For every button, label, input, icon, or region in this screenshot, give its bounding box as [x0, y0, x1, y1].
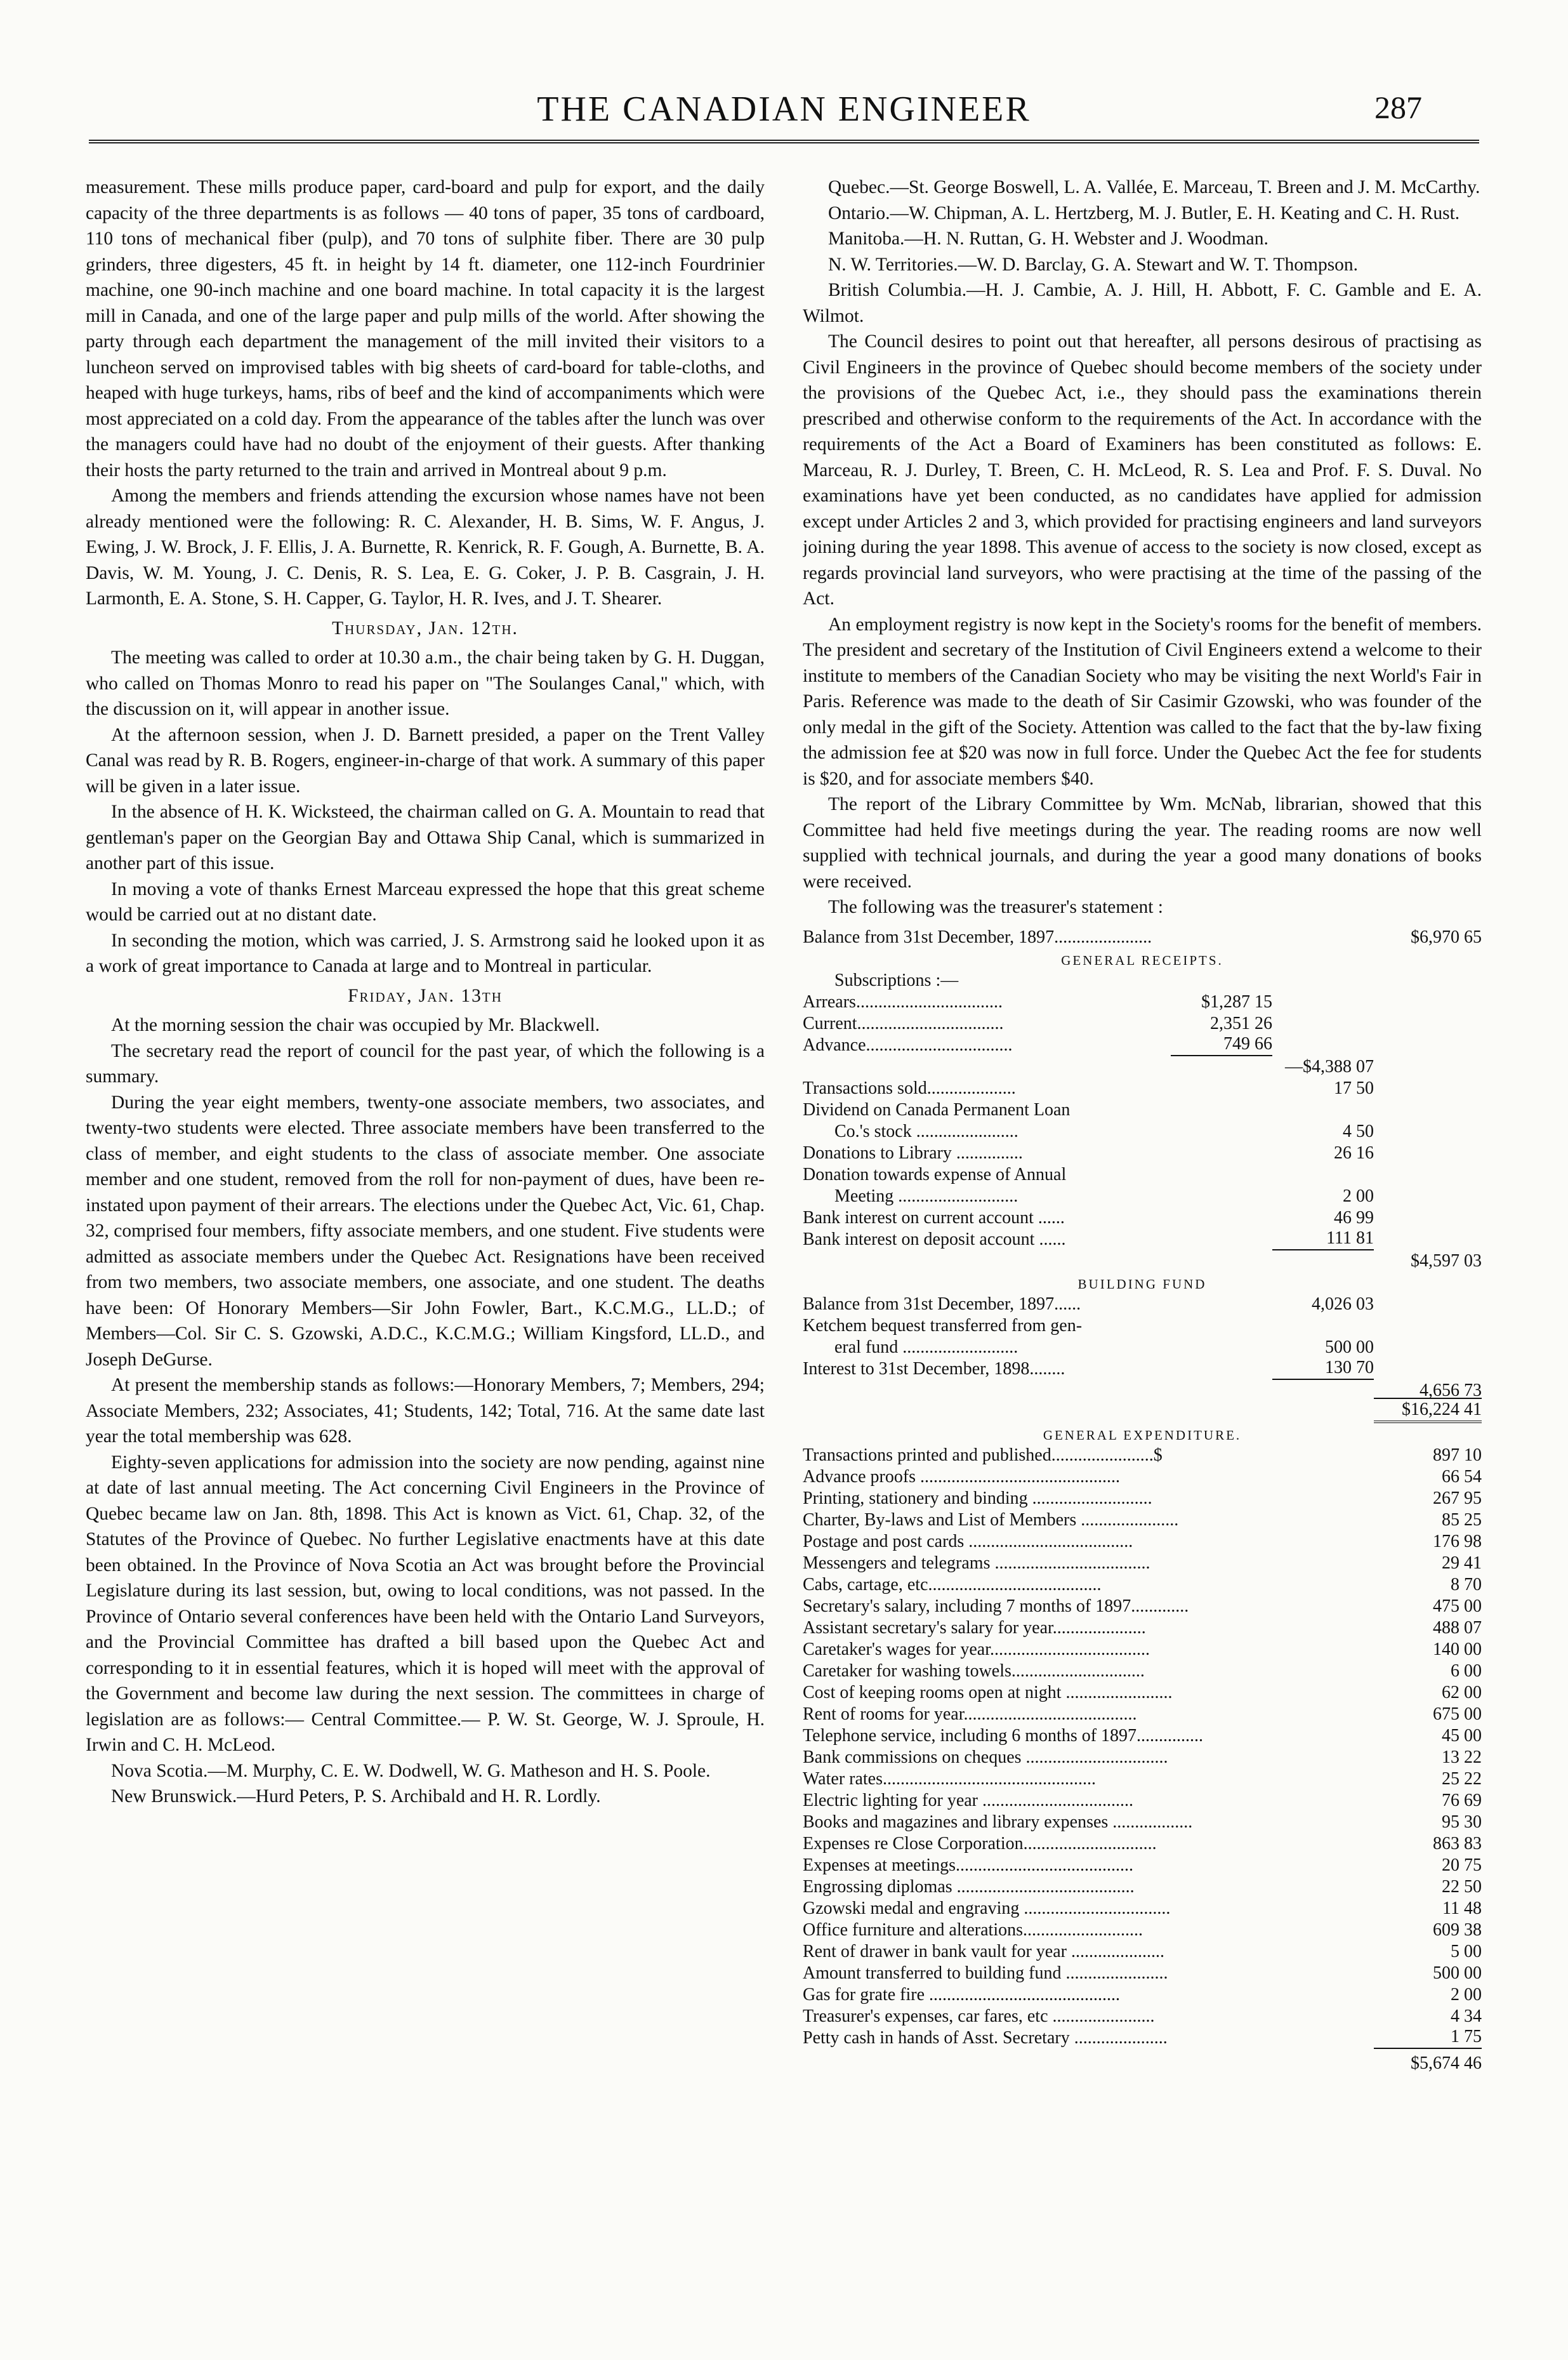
paragraph: At the morning session the chair was occupied by Mr. Blackwell. [111, 1015, 600, 1035]
ledger-amount: 749 66 [1171, 1033, 1272, 1056]
paragraph: In the absence of H. K. Wicksteed, the chairman called on G. A. Mountain to read that gentleman's paper on the Georgian Bay and Ottawa Ship Canal, which is summarized in another part of this issue. [86, 802, 765, 873]
paragraph: An employment registry is now kept in the Society's rooms for the benefit of members. The president and secretary of the Institution of Civil Engineers extend a welcome to their institute to members of the Canadian Society who may be visiting the next World's Fair in Paris. Reference was made to the death of Sir Casimir Gzowski, who was founder of the only medal in the gift of the Society. Attention was called to the fact that the by-law fixing the admission fee at $20 was now in full force. Under the Quebec Act the fee for students is $20, and for associate members $40. [803, 614, 1482, 789]
paragraph: Nova Scotia.—M. Murphy, C. E. W. Dodwell, W. G. Matheson and H. S. Poole. [111, 1760, 711, 1781]
ledger-label: Telephone service, including 6 months of 1897............... [803, 1725, 1204, 1746]
ledger-row [803, 1143, 1482, 1164]
ledger-row [803, 1833, 1482, 1855]
ledger-label: Printing, stationery and binding ........................... [803, 1488, 1152, 1508]
paragraph: Eighty-seven applications for admission into the society are now pending, against nine at date of last annual meeting. The Act concerning Civil Engineers in the Province of Quebec became law on Jan. 8th, 1898. This Act is known as Vict. 61, Chap. 32, of the Statutes of the Province of Quebec. No further Legislative enactments have at this date been obtained. In the Province of Nova Scotia an Act was brought before the Provincial Legislature during its last session, but, owing to local conditions, was not passed. In the Province of Ontario several conferences have been held with the Ontario Land Surveyors, and the Provincial Committee has drafted a bill based upon the Quebec Act and corresponding to it in essential features, which it is hoped will meet with the approval of the Government and become law during the next session. The committees in charge of legislation are as follows:— Central Committee.— P. W. St. George, W. J. Sproule, H. Irwin and C. H. McLeod. [86, 1452, 765, 1755]
paragraph: The report of the Library Committee by Wm. McNab, librarian, showed that this Committee had held five meetings during the year. The reading rooms are now well supplied with technical journals, and during the year a good many donations of books were received. [803, 794, 1482, 892]
paragraph: At present the membership stands as follows:—Honorary Members, 7; Members, 294; Associate Members, 232; Associates, 41; Students, 142; Total, 716. At the same date last year the total membership was 628. [86, 1375, 765, 1447]
paragraph: The Council desires to point out that hereafter, all persons desirous of practising as Civil Engineers in the province of Quebec should become members of the society under the provisions of the Quebec Act, i.e., they should pass the examinations therein prescribed and otherwise conform to the requirements of the Act. In accordance with the requirements of the Act a Board of Examiners has been constituted as follows: E. Marceau, R. J. Durley, T. Breen, C. H. McLeod, R. S. Lea and Prof. F. S. Duval. No examinations have yet been conducted, as no candidates have applied for admission except under Articles 2 and 3, which provided for practising engineers and land surveyors joining during the year 1898. This avenue of access to the society is now closed, except as regards provincial land surveyors, who were practising at the time of the passing of the Act. [803, 331, 1482, 609]
ledger-amount: 500 00 [1433, 1963, 1482, 1983]
ledger-row [803, 1056, 1482, 1078]
paragraph: In moving a vote of thanks Ernest Marceau expressed the hope that this great scheme would be carried out at no distant date. [86, 878, 765, 925]
paragraph: Among the members and friends attending the excursion whose names have not been already mentioned were the following: R. C. Alexander, H. B. Sims, W. F. Angus, J. Ewing, J. W. Brock, J. F. Ellis, J. A. Burnette, R. Kenrick, R. F. Gough, A. Burnette, B. A. Davis, W. M. Young, J. C. Denis, R. S. Lea, E. G. Coker, J. P. B. Casgrain, J. H. Larmonth, E. A. Stone, S. H. Capper, G. Taylor, H. R. Ives, and J. T. Shearer. [86, 486, 765, 609]
ledger-row [803, 1186, 1482, 1207]
ledger-amount: 26 16 [1334, 1143, 1374, 1163]
ledger-label: Bank interest on deposit account ...... [803, 1229, 1066, 1249]
ledger-label: Transactions printed and published.......................$ [803, 1445, 1163, 1465]
ledger-amount: 25 22 [1442, 1768, 1482, 1789]
ledger-label: Expenses re Close Corporation.............................. [803, 1833, 1157, 1853]
ledger-amount: 85 25 [1442, 1509, 1482, 1530]
ledger-label: Arrears................................. [803, 991, 1003, 1012]
ledger-row [803, 970, 1482, 991]
ledger-row [803, 1553, 1482, 1574]
ledger-row [803, 1790, 1482, 1812]
ledger-amount: 111 81 [1272, 1228, 1374, 1250]
expenditure-heading: GENERAL EXPENDITURE. [1043, 1427, 1242, 1443]
ledger-row [803, 1509, 1482, 1531]
paragraph: The meeting was called to order at 10.30 a.m., the chair being taken by G. H. Duggan, who called on Thomas Monro to read his paper on "The Soulanges Canal," which, with the discussion on it, will appear in another issue. [86, 647, 765, 719]
ledger-label: Advance proofs ............................................. [803, 1466, 1121, 1487]
building-fund-heading: BUILDING FUND [1077, 1276, 1207, 1292]
ledger-amount: 6 00 [1451, 1661, 1482, 1681]
ledger-amount: 76 69 [1442, 1790, 1482, 1810]
ledger-row [803, 1078, 1482, 1099]
receipts-list [803, 1078, 1482, 1250]
paragraph: measurement. These mills produce paper, card-board and pulp for export, and the daily capacity of the three departments is as follows — 40 tons of paper, 35 tons of cardboard, 110 tons of mechanical fiber (pulp), and 70 tons of sulphite fiber. There are 30 pulp grinders, three digesters, 45 ft. in height by 14 ft. diameter, one 112-inch Fourdrinier machine, one 90-inch machine and one board machine. In total capacity it is the largest mill in Canada, and one of the large paper and pulp mills of the world. After showing the party through each department the management of the mill invited their visitors to a luncheon served on improvised tables with big sheets of card-board for table-cloths, and heaped with huge turkeys, hams, ribs of beef and the kind of accompaniments which were most appreciated on a cold day. From the appearance of the tables after the lunch was over the managers could have had no doubt of the enjoyment of their guests. After thanking their hosts the party returned to the train and arrived in Montreal about 9 p.m. [86, 177, 765, 481]
ledger-row [803, 1725, 1482, 1747]
receipts-total: $4,597 03 [1411, 1250, 1482, 1271]
ledger-amount: 4 50 [1343, 1121, 1374, 1141]
ledger-label: Expenses at meetings........................................ [803, 1855, 1134, 1875]
ledger-row [803, 1399, 1482, 1423]
ledger-amount: 95 30 [1442, 1812, 1482, 1832]
ledger-label: Ketchem bequest transferred from gen- [803, 1315, 1083, 1336]
ledger-row [803, 1682, 1482, 1704]
ledger-row [803, 1855, 1482, 1876]
ledger-label: Postage and post cards ..................................... [803, 1531, 1133, 1551]
page-header [0, 76, 1568, 146]
ledger-row [803, 1445, 1482, 1466]
paragraph: In seconding the motion, which was carried, J. S. Armstrong said he looked upon it as a work of great importance to Canada at large and to Montreal in particular. [86, 930, 765, 976]
ledger-label: Electric lighting for year .................................. [803, 1790, 1133, 1810]
ledger-label: Transactions sold.................... [803, 1078, 1016, 1098]
paragraph: Ontario.—W. Chipman, A. L. Hertzberg, M. J. Butler, E. H. Keating and C. H. Rust. [828, 202, 1460, 223]
ledger-label: Gas for grate fire ........................................... [803, 1984, 1121, 2005]
ledger-label: Charter, By-laws and List of Members ...................... [803, 1509, 1179, 1530]
ledger-row [803, 1898, 1482, 1919]
ledger-row [803, 2053, 1482, 2074]
ledger-label: Books and magazines and library expenses .................. [803, 1812, 1193, 1832]
ledger-amount: 140 00 [1433, 1639, 1482, 1659]
ledger-row [803, 1963, 1482, 1984]
ledger-row [803, 1099, 1482, 1121]
grand-total: $16,224 41 [1374, 1398, 1482, 1423]
ledger-row [803, 1661, 1482, 1682]
ledger-row [803, 1488, 1482, 1509]
ledger-label: Bank commissions on cheques ................................ [803, 1747, 1168, 1767]
ledger-label: Subscriptions :— [834, 970, 959, 990]
ledger-row [803, 1941, 1482, 1963]
ledger-row [803, 1747, 1482, 1768]
ledger-label: Donations to Library ............... [803, 1143, 1023, 1163]
right-column [803, 175, 1482, 2333]
ledger-label: Dividend on Canada Permanent Loan [803, 1099, 1071, 1120]
ledger-row [803, 1358, 1482, 1380]
ledger-row [803, 1812, 1482, 1833]
ledger-amount: 176 98 [1433, 1531, 1482, 1551]
ledger-amount: 46 99 [1334, 1207, 1374, 1228]
ledger-amount: 8 70 [1451, 1574, 1482, 1594]
header-rule [89, 140, 1479, 143]
ledger-amount: 4,026 03 [1312, 1294, 1374, 1314]
left-column [86, 175, 765, 2333]
ledger-row [803, 1250, 1482, 1272]
ledger-row [803, 1768, 1482, 1790]
ledger-label: Gzowski medal and engraving ................................. [803, 1898, 1171, 1918]
paragraph: Quebec.—St. George Boswell, L. A. Vallée, E. Marceau, T. Breen and J. M. McCarthy. [828, 177, 1480, 197]
ledger-row [803, 1207, 1482, 1229]
ledger-row [803, 1876, 1482, 1898]
ledger-row [803, 1919, 1482, 1941]
ledger-label: Interest to 31st December, 1898........ [803, 1358, 1065, 1379]
page-number: 287 [1374, 89, 1422, 125]
ledger-amount: 475 00 [1433, 1596, 1482, 1616]
ledger-label: Bank interest on current account ...... [803, 1207, 1065, 1228]
ledger-label: Cost of keeping rooms open at night ........................ [803, 1682, 1173, 1702]
ledger-amount: $1,287 15 [1201, 991, 1272, 1012]
ledger-row [803, 2006, 1482, 2027]
ledger-amount: 2 00 [1343, 1186, 1374, 1206]
ledger-amount: 267 95 [1433, 1488, 1482, 1508]
ledger-row [803, 1466, 1482, 1488]
ledger-row [803, 1229, 1482, 1250]
treasurers-statement [803, 927, 1482, 2074]
ledger-row [803, 1035, 1482, 1056]
ledger-row [803, 991, 1482, 1013]
ledger-row [803, 1596, 1482, 1617]
ledger-label: Office furniture and alterations........................... [803, 1919, 1143, 1940]
ledger-label: Co.'s stock ....................... [834, 1121, 1018, 1141]
ledger-amount: $6,970 65 [1411, 927, 1482, 947]
ledger-label: Caretaker's wages for year.................................... [803, 1639, 1150, 1659]
receipts-heading: GENERAL RECEIPTS. [1061, 952, 1223, 968]
ledger-label: Advance................................. [803, 1035, 1013, 1055]
ledger-label: Assistant secretary's salary for year..................... [803, 1617, 1146, 1638]
ledger-row [803, 1337, 1482, 1358]
ledger-label: Rent of rooms for year....................................... [803, 1704, 1137, 1724]
subscriptions-total: —$4,388 07 [1285, 1056, 1374, 1077]
ledger-label: Meeting ........................... [834, 1186, 1018, 1206]
subscriptions-list [803, 991, 1482, 1056]
ledger-amount: 130 70 [1272, 1357, 1374, 1380]
ledger-amount: 2 00 [1451, 1984, 1482, 2005]
section-heading: Thursday, Jan. 12th. [332, 618, 518, 639]
ledger-amount: 29 41 [1442, 1553, 1482, 1573]
ledger-label: Balance from 31st December, 1897...... [803, 1294, 1081, 1314]
ledger-row [803, 927, 1482, 948]
expenditure-total: $5,674 46 [1411, 2053, 1482, 2073]
ledger-amount: 500 00 [1325, 1337, 1374, 1357]
right-column-text [803, 175, 1482, 920]
paragraph: The following was the treasurer's statement : [828, 897, 1163, 917]
ledger-row [803, 1984, 1482, 2006]
building-fund-total: 4,656 73 [1420, 1380, 1482, 1400]
ledger-label: Current................................. [803, 1013, 1004, 1033]
paragraph: During the year eight members, twenty-one associate members, two associates, and twenty-two students were elected. Three associate members have been transferred to the class of member, and eight students to the class of associate member. One associate member and one student, removed from the roll for non-payment of dues, have been re-instated upon payment of their arrears. The elections under the Quebec Act, Vic. 61, Chap. 32, comprised four members, fifty associate members, and one student. Five students were admitted as associate members under the Quebec Act. Resignations have been received from two members, two associate members, one associate, and one student. The deaths have been: Of Honorary Members—Sir John Fowler, Bart., K.C.M.G., LL.D.; of Members—Col. Sir C. S. Gzowski, A.D.C., K.C.M.G.; William Kingsford, LL.D., and Joseph DeGurse. [86, 1092, 765, 1370]
ledger-row [803, 1013, 1482, 1035]
ledger-amount: 66 54 [1442, 1466, 1482, 1487]
ledger-row [803, 1121, 1482, 1143]
ledger-label: Messengers and telegrams ................................... [803, 1553, 1150, 1573]
ledger-amount: 4 34 [1451, 2006, 1482, 2026]
paragraph: At the afternoon session, when J. D. Barnett presided, a paper on the Trent Valley Canal was read by R. B. Rogers, engineer-in-charge of that work. A summary of this paper will be given in a later issue. [86, 724, 765, 797]
ledger-row [803, 2027, 1482, 2049]
building-fund-list [803, 1294, 1482, 1380]
ledger-row [803, 1294, 1482, 1315]
ledger-label: Amount transferred to building fund ....................... [803, 1963, 1168, 1983]
ledger-row [803, 1531, 1482, 1553]
ledger-row [803, 1704, 1482, 1725]
ledger-amount: 62 00 [1442, 1682, 1482, 1702]
paragraph: British Columbia.—H. J. Cambie, A. J. Hill, H. Abbott, F. C. Gamble and E. A. Wilmot. [803, 280, 1482, 326]
ledger-row [803, 1164, 1482, 1186]
paragraph: Manitoba.—H. N. Ruttan, G. H. Webster and J. Woodman. [828, 229, 1268, 249]
ledger-label: Cabs, cartage, etc....................................... [803, 1574, 1102, 1594]
ledger-label: Petty cash in hands of Asst. Secretary ..................... [803, 2027, 1168, 2048]
ledger-amount: 1 75 [1374, 2026, 1482, 2049]
ledger-amount: 897 10 [1433, 1445, 1482, 1465]
ledger-row [803, 1315, 1482, 1337]
ledger-row [803, 1617, 1482, 1639]
ledger-label: eral fund .......................... [834, 1337, 1018, 1357]
ledger-amount: 2,351 26 [1210, 1013, 1272, 1033]
ledger-label: Secretary's salary, including 7 months of 1897............. [803, 1596, 1189, 1616]
ledger-amount: 13 22 [1442, 1747, 1482, 1767]
ledger-label: Water rates................................................ [803, 1768, 1096, 1789]
ledger-amount: 5 00 [1451, 1941, 1482, 1961]
ledger-label: Treasurer's expenses, car fares, etc ....................... [803, 2006, 1155, 2026]
paragraph: N. W. Territories.—W. D. Barclay, G. A. Stewart and W. T. Thompson. [828, 254, 1359, 275]
ledger-label: Engrossing diplomas ........................................ [803, 1876, 1135, 1897]
ledger-amount: 609 38 [1433, 1919, 1482, 1940]
journal-title: THE CANADIAN ENGINEER [537, 89, 1031, 129]
ledger-amount: 11 48 [1442, 1898, 1482, 1918]
section-heading: Friday, Jan. 13th [348, 985, 503, 1006]
paragraph: New Brunswick.—Hurd Peters, P. S. Archibald and H. R. Lordly. [111, 1786, 601, 1806]
ledger-amount: 20 75 [1442, 1855, 1482, 1875]
ledger-label: Donation towards expense of Annual [803, 1164, 1067, 1184]
ledger-amount: 45 00 [1442, 1725, 1482, 1746]
ledger-amount: 22 50 [1442, 1876, 1482, 1897]
ledger-label: Caretaker for washing towels.............................. [803, 1661, 1145, 1681]
ledger-label: Rent of drawer in bank vault for year ..................... [803, 1941, 1164, 1961]
ledger-label: Balance from 31st December, 1897...................... [803, 927, 1152, 947]
ledger-row [803, 1574, 1482, 1596]
paragraph: The secretary read the report of council for the past year, of which the following is a summary. [86, 1040, 765, 1087]
ledger-row [803, 1639, 1482, 1661]
ledger-amount: 17 50 [1334, 1078, 1374, 1098]
ledger-amount: 863 83 [1433, 1833, 1482, 1853]
ledger-amount: 488 07 [1433, 1617, 1482, 1638]
ledger-amount: 675 00 [1433, 1704, 1482, 1724]
expenditure-list [803, 1445, 1482, 2049]
